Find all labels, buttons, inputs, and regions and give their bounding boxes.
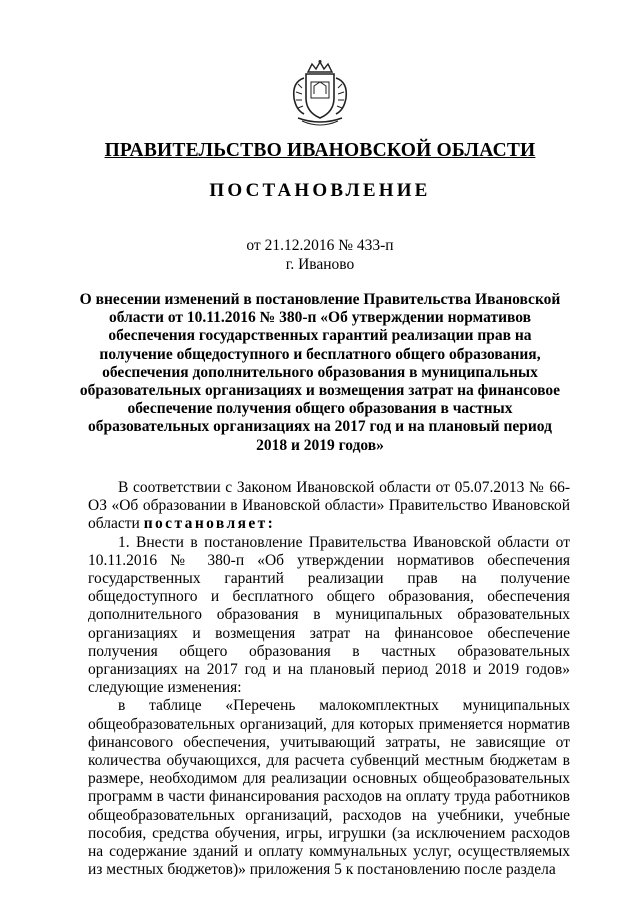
document-subject: О внесении изменений в постановление Правительства Ивановской области от 10.11.2016 № 380-п «Об утверждении нормативов обеспечения государственных гарантий реализации прав на получение общедоступного и бесплатного общего образования, обеспечения дополнительного образования в муниципальных образовательных организациях и возмещения затрат на финансовое обеспечение получения общего образования в частных образовательных организациях на 2017 год и на плановый период 2018 и 2019 годов» [79,291,561,454]
intro-paragraph [88,479,570,534]
document-date-number: от 21.12.2016 № 433-п [246,237,394,254]
item-1-paragraph: 1. Внести в постановление Правительства Ивановской области от 10.11.2016 № 380-п «Об утверждении нормативов обеспечения государственных гарантий реализации прав на получение общедоступного и бесплатного общего образования, обеспечения дополнительного образования в муниципальных образовательных организациях и возмещения затрат на финансовое обеспечение получения общего образования в частных образовательных организациях на 2017 год и на плановый период 2018 и 2019 годов» следующие изменения: [88,533,570,697]
document-body [88,479,570,879]
item-1-detail-paragraph: в таблице «Перечень малокомплектных муниципальных общеобразовательных организаций, для которых применяется норматив финансового обеспечения, учитывающий затраты, не зависящие от количества обучающихся, для расчета субвенций местным бюджетам в размере, необходимом для реализации основных общеобразовательных программ в части финансирования расходов на оплату труда работников общеобразовательных организаций, расходов на учебники, учебные пособия, средства обучения, игры, игрушки (за исключением расходов на содержание зданий и оплату коммунальных услуг, осуществляемых из местных бюджетов)» приложения 5 к постановлению после раздела [88,697,570,879]
coat-of-arms-icon [284,58,356,130]
document-type-title: ПОСТАНОВЛЕНИЕ [209,180,431,201]
government-title: ПРАВИТЕЛЬСТВО ИВАНОВСКОЙ ОБЛАСТИ [104,140,536,161]
intro-text: В соответствии с Законом Ивановской области от 05.07.2013 № 66-ОЗ «Об образовании в Ивановской области» Правительство Ивановской области [88,479,570,533]
document-city: г. Иваново [285,256,355,273]
decrees-word: постановляет: [143,515,276,533]
